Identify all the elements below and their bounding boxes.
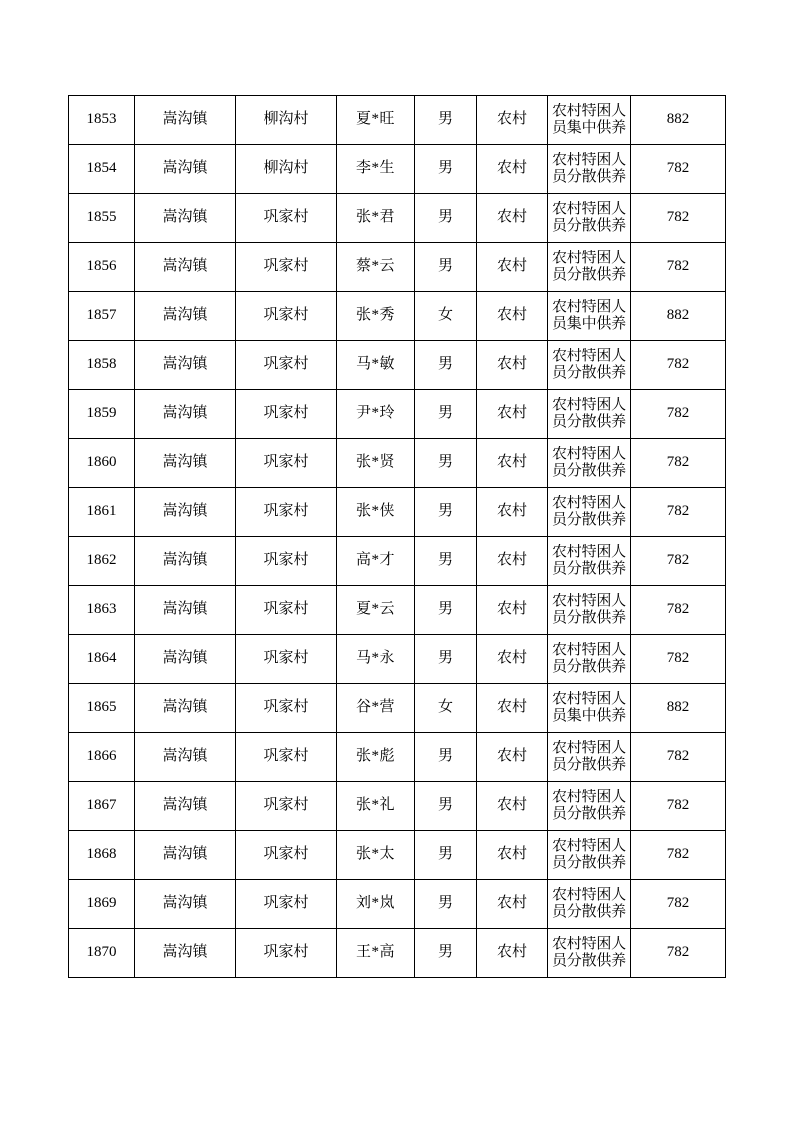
assistance-category-text: 农村特困人员分散供养 bbox=[551, 739, 626, 773]
assistance-category-text: 农村特困人员分散供养 bbox=[551, 837, 626, 871]
cell-household-type: 农村 bbox=[477, 243, 548, 292]
cell-gender: 女 bbox=[415, 684, 477, 733]
cell-township: 嵩沟镇 bbox=[135, 929, 236, 978]
cell-village: 巩家村 bbox=[236, 684, 337, 733]
cell-sequence: 1867 bbox=[69, 782, 135, 831]
cell-gender: 男 bbox=[415, 96, 477, 145]
cell-sequence: 1858 bbox=[69, 341, 135, 390]
cell-name: 谷*营 bbox=[337, 684, 415, 733]
assistance-category-text: 农村特困人员集中供养 bbox=[551, 690, 626, 724]
cell-sequence: 1864 bbox=[69, 635, 135, 684]
table-row bbox=[69, 145, 726, 194]
table-row bbox=[69, 635, 726, 684]
cell-sequence: 1855 bbox=[69, 194, 135, 243]
cell-gender: 男 bbox=[415, 243, 477, 292]
cell-assistance-category bbox=[548, 194, 631, 243]
table-row bbox=[69, 488, 726, 537]
cell-village: 柳沟村 bbox=[236, 145, 337, 194]
cell-amount: 782 bbox=[631, 635, 726, 684]
cell-assistance-category bbox=[548, 635, 631, 684]
cell-township: 嵩沟镇 bbox=[135, 96, 236, 145]
cell-household-type: 农村 bbox=[477, 831, 548, 880]
cell-name: 李*生 bbox=[337, 145, 415, 194]
table-row bbox=[69, 929, 726, 978]
table-row bbox=[69, 733, 726, 782]
cell-household-type: 农村 bbox=[477, 880, 548, 929]
cell-amount: 782 bbox=[631, 929, 726, 978]
cell-sequence: 1857 bbox=[69, 292, 135, 341]
cell-amount: 782 bbox=[631, 782, 726, 831]
assistance-category-text: 农村特困人员分散供养 bbox=[551, 641, 626, 675]
cell-assistance-category bbox=[548, 96, 631, 145]
cell-sequence: 1853 bbox=[69, 96, 135, 145]
cell-amount: 782 bbox=[631, 586, 726, 635]
cell-name: 张*太 bbox=[337, 831, 415, 880]
cell-gender: 男 bbox=[415, 586, 477, 635]
cell-sequence: 1860 bbox=[69, 439, 135, 488]
cell-village: 巩家村 bbox=[236, 488, 337, 537]
cell-name: 马*敏 bbox=[337, 341, 415, 390]
table-row bbox=[69, 537, 726, 586]
cell-gender: 男 bbox=[415, 782, 477, 831]
cell-name: 高*才 bbox=[337, 537, 415, 586]
cell-household-type: 农村 bbox=[477, 292, 548, 341]
cell-township: 嵩沟镇 bbox=[135, 537, 236, 586]
cell-sequence: 1868 bbox=[69, 831, 135, 880]
cell-sequence: 1863 bbox=[69, 586, 135, 635]
cell-household-type: 农村 bbox=[477, 390, 548, 439]
cell-village: 巩家村 bbox=[236, 586, 337, 635]
cell-gender: 男 bbox=[415, 929, 477, 978]
cell-sequence: 1861 bbox=[69, 488, 135, 537]
cell-village: 巩家村 bbox=[236, 341, 337, 390]
cell-gender: 男 bbox=[415, 390, 477, 439]
cell-amount: 782 bbox=[631, 243, 726, 292]
cell-sequence: 1854 bbox=[69, 145, 135, 194]
cell-village: 巩家村 bbox=[236, 292, 337, 341]
cell-amount: 782 bbox=[631, 880, 726, 929]
cell-name: 张*侠 bbox=[337, 488, 415, 537]
cell-amount: 782 bbox=[631, 341, 726, 390]
table-row bbox=[69, 684, 726, 733]
cell-assistance-category bbox=[548, 390, 631, 439]
cell-village: 巩家村 bbox=[236, 390, 337, 439]
cell-household-type: 农村 bbox=[477, 635, 548, 684]
cell-name: 王*高 bbox=[337, 929, 415, 978]
cell-village: 巩家村 bbox=[236, 194, 337, 243]
cell-sequence: 1865 bbox=[69, 684, 135, 733]
cell-sequence: 1869 bbox=[69, 880, 135, 929]
cell-assistance-category bbox=[548, 341, 631, 390]
cell-village: 巩家村 bbox=[236, 782, 337, 831]
cell-gender: 男 bbox=[415, 439, 477, 488]
cell-household-type: 农村 bbox=[477, 341, 548, 390]
cell-village: 巩家村 bbox=[236, 537, 337, 586]
assistance-category-text: 农村特困人员分散供养 bbox=[551, 886, 626, 920]
cell-household-type: 农村 bbox=[477, 586, 548, 635]
assistance-category-text: 农村特困人员分散供养 bbox=[551, 200, 626, 234]
cell-assistance-category bbox=[548, 145, 631, 194]
cell-assistance-category bbox=[548, 537, 631, 586]
assistance-category-text: 农村特困人员分散供养 bbox=[551, 347, 626, 381]
cell-amount: 782 bbox=[631, 194, 726, 243]
cell-township: 嵩沟镇 bbox=[135, 194, 236, 243]
cell-household-type: 农村 bbox=[477, 782, 548, 831]
cell-township: 嵩沟镇 bbox=[135, 439, 236, 488]
table-row bbox=[69, 292, 726, 341]
cell-gender: 女 bbox=[415, 292, 477, 341]
cell-township: 嵩沟镇 bbox=[135, 635, 236, 684]
cell-village: 巩家村 bbox=[236, 635, 337, 684]
cell-assistance-category bbox=[548, 782, 631, 831]
cell-household-type: 农村 bbox=[477, 733, 548, 782]
cell-gender: 男 bbox=[415, 537, 477, 586]
cell-sequence: 1862 bbox=[69, 537, 135, 586]
cell-township: 嵩沟镇 bbox=[135, 488, 236, 537]
cell-township: 嵩沟镇 bbox=[135, 684, 236, 733]
cell-township: 嵩沟镇 bbox=[135, 782, 236, 831]
table-row bbox=[69, 96, 726, 145]
cell-township: 嵩沟镇 bbox=[135, 243, 236, 292]
cell-name: 张*君 bbox=[337, 194, 415, 243]
assistance-category-text: 农村特困人员分散供养 bbox=[551, 592, 626, 626]
cell-assistance-category bbox=[548, 488, 631, 537]
cell-township: 嵩沟镇 bbox=[135, 292, 236, 341]
assistance-table-container bbox=[68, 95, 725, 978]
cell-assistance-category bbox=[548, 831, 631, 880]
cell-amount: 882 bbox=[631, 684, 726, 733]
cell-sequence: 1870 bbox=[69, 929, 135, 978]
cell-name: 尹*玲 bbox=[337, 390, 415, 439]
cell-name: 刘*岚 bbox=[337, 880, 415, 929]
assistance-category-text: 农村特困人员分散供养 bbox=[551, 151, 626, 185]
assistance-category-text: 农村特困人员分散供养 bbox=[551, 788, 626, 822]
table-row bbox=[69, 880, 726, 929]
table-row bbox=[69, 390, 726, 439]
cell-amount: 782 bbox=[631, 439, 726, 488]
table-row bbox=[69, 439, 726, 488]
cell-name: 蔡*云 bbox=[337, 243, 415, 292]
assistance-category-text: 农村特困人员分散供养 bbox=[551, 494, 626, 528]
cell-sequence: 1866 bbox=[69, 733, 135, 782]
cell-gender: 男 bbox=[415, 341, 477, 390]
table-row bbox=[69, 586, 726, 635]
cell-gender: 男 bbox=[415, 733, 477, 782]
cell-sequence: 1856 bbox=[69, 243, 135, 292]
cell-amount: 782 bbox=[631, 390, 726, 439]
cell-amount: 782 bbox=[631, 488, 726, 537]
table-row bbox=[69, 194, 726, 243]
cell-name: 张*贤 bbox=[337, 439, 415, 488]
cell-name: 夏*旺 bbox=[337, 96, 415, 145]
assistance-table-body bbox=[69, 96, 726, 978]
assistance-category-text: 农村特困人员分散供养 bbox=[551, 396, 626, 430]
assistance-table bbox=[68, 95, 726, 978]
cell-gender: 男 bbox=[415, 488, 477, 537]
cell-amount: 782 bbox=[631, 733, 726, 782]
table-row bbox=[69, 243, 726, 292]
assistance-category-text: 农村特困人员分散供养 bbox=[551, 249, 626, 283]
cell-village: 柳沟村 bbox=[236, 96, 337, 145]
cell-assistance-category bbox=[548, 733, 631, 782]
cell-household-type: 农村 bbox=[477, 145, 548, 194]
cell-household-type: 农村 bbox=[477, 537, 548, 586]
cell-gender: 男 bbox=[415, 145, 477, 194]
cell-township: 嵩沟镇 bbox=[135, 831, 236, 880]
cell-assistance-category bbox=[548, 880, 631, 929]
cell-assistance-category bbox=[548, 292, 631, 341]
cell-village: 巩家村 bbox=[236, 439, 337, 488]
table-row bbox=[69, 782, 726, 831]
cell-amount: 882 bbox=[631, 292, 726, 341]
cell-name: 张*彪 bbox=[337, 733, 415, 782]
cell-name: 张*礼 bbox=[337, 782, 415, 831]
cell-gender: 男 bbox=[415, 194, 477, 243]
cell-amount: 782 bbox=[631, 831, 726, 880]
cell-household-type: 农村 bbox=[477, 684, 548, 733]
cell-assistance-category bbox=[548, 243, 631, 292]
cell-name: 夏*云 bbox=[337, 586, 415, 635]
table-row bbox=[69, 341, 726, 390]
cell-township: 嵩沟镇 bbox=[135, 733, 236, 782]
cell-village: 巩家村 bbox=[236, 831, 337, 880]
cell-household-type: 农村 bbox=[477, 488, 548, 537]
cell-village: 巩家村 bbox=[236, 243, 337, 292]
cell-village: 巩家村 bbox=[236, 733, 337, 782]
cell-village: 巩家村 bbox=[236, 929, 337, 978]
cell-name: 张*秀 bbox=[337, 292, 415, 341]
cell-name: 马*永 bbox=[337, 635, 415, 684]
cell-assistance-category bbox=[548, 439, 631, 488]
cell-assistance-category bbox=[548, 586, 631, 635]
cell-amount: 882 bbox=[631, 96, 726, 145]
assistance-category-text: 农村特困人员分散供养 bbox=[551, 935, 626, 969]
cell-township: 嵩沟镇 bbox=[135, 341, 236, 390]
assistance-category-text: 农村特困人员分散供养 bbox=[551, 543, 626, 577]
cell-village: 巩家村 bbox=[236, 880, 337, 929]
cell-gender: 男 bbox=[415, 831, 477, 880]
assistance-category-text: 农村特困人员分散供养 bbox=[551, 445, 626, 479]
assistance-category-text: 农村特困人员集中供养 bbox=[551, 102, 626, 136]
cell-household-type: 农村 bbox=[477, 929, 548, 978]
cell-gender: 男 bbox=[415, 880, 477, 929]
cell-amount: 782 bbox=[631, 145, 726, 194]
cell-township: 嵩沟镇 bbox=[135, 390, 236, 439]
cell-household-type: 农村 bbox=[477, 194, 548, 243]
cell-sequence: 1859 bbox=[69, 390, 135, 439]
table-row bbox=[69, 831, 726, 880]
cell-assistance-category bbox=[548, 929, 631, 978]
cell-township: 嵩沟镇 bbox=[135, 145, 236, 194]
assistance-category-text: 农村特困人员集中供养 bbox=[551, 298, 626, 332]
cell-gender: 男 bbox=[415, 635, 477, 684]
cell-amount: 782 bbox=[631, 537, 726, 586]
cell-household-type: 农村 bbox=[477, 439, 548, 488]
cell-township: 嵩沟镇 bbox=[135, 880, 236, 929]
cell-assistance-category bbox=[548, 684, 631, 733]
cell-household-type: 农村 bbox=[477, 96, 548, 145]
cell-township: 嵩沟镇 bbox=[135, 586, 236, 635]
